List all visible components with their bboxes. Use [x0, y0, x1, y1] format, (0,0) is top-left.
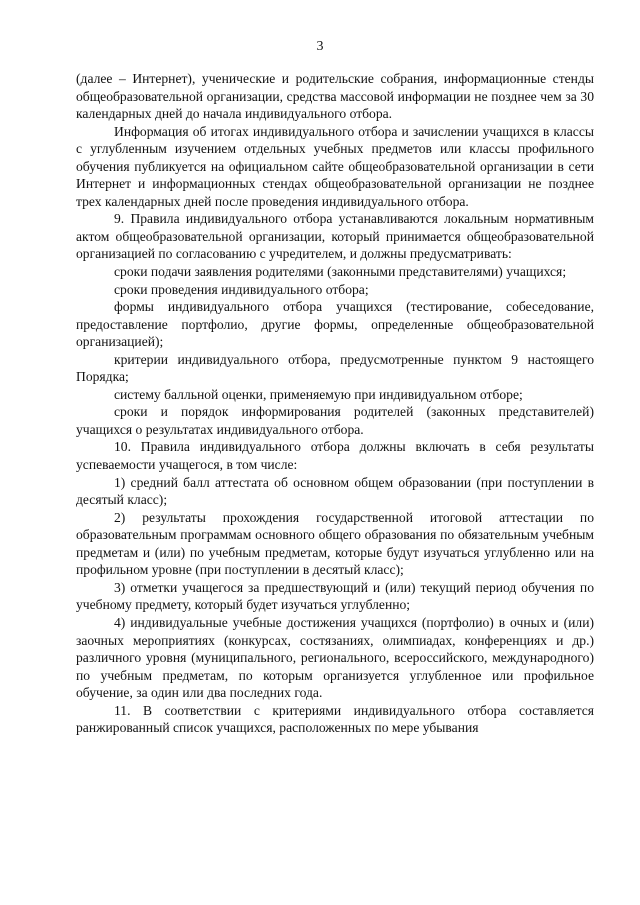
paragraph-item-10: 10. Правила индивидуального отбора должны включать в себя результаты успеваемости учащегося, в том числе: — [76, 439, 594, 473]
document-body — [76, 70, 594, 737]
page-number: 3 — [316, 39, 324, 54]
paragraph-item-9: 9. Правила индивидуального отбора устанавливаются локальным нормативным актом общеобразовательной организации, который принимается общеобразовательной организацией по согласованию с учредителем, и должны предусматривать: — [76, 211, 594, 262]
list-item-application-deadlines: сроки подачи заявления родителями (законными представителями) учащихся; — [114, 264, 567, 280]
list-item-scoring-system: систему балльной оценки, применяемую при индивидуальном отборе; — [114, 386, 523, 402]
paragraph-intro-continuation: (далее – Интернет), ученические и родительские собрания, информационные стенды общеобразовательной организации, средства массовой информации не позднее чем за 30 календарных дней до начала индивидуального отбора. — [76, 71, 594, 122]
list-item-selection-dates: сроки проведения индивидуального отбора; — [114, 281, 369, 297]
list-item-average-score: 1) средний балл аттестата об основном общем образовании (при поступлении в десятый класс); — [76, 474, 594, 508]
list-item-attestation-results: 2) результаты прохождения государственной итоговой аттестации по образовательным программам основного общего образования по обязательным учебным предметам и (или) по учебным предметам, которые будут изучаться углубленно или на профильном уровне (при поступлении в десятый класс); — [76, 509, 594, 578]
paragraph-results-publication: Информация об итогах индивидуального отбора и зачислении учащихся в классы с углубленным изучением отдельных учебных предметов или классы профильного обучения публикуется на официальном сайте общеобразовательной организации в сети Интернет и информационных стендах общеобразовательной организации не позднее трех календарных дней после проведения индивидуального отбора. — [76, 123, 594, 209]
list-item-notification-procedure: сроки и порядок информирования родителей (законных представителей) учащихся о результатах индивидуального отбора. — [76, 404, 594, 437]
list-item-selection-criteria: критерии индивидуального отбора, предусмотренные пунктом 9 настоящего Порядка; — [76, 351, 594, 385]
list-item-selection-forms: формы индивидуального отбора учащихся (тестирование, собеседование, предоставление портфолио, другие формы, определенные общеобразовательной организацией); — [76, 299, 594, 350]
list-item-subject-marks: 3) отметки учащегося за предшествующий и (или) текущий период обучения по учебному предмету, который будет изучаться углубленно; — [76, 579, 594, 613]
paragraph-item-11: 11. В соответствии с критериями индивидуального отбора составляется ранжированный список учащихся, расположенных по мере убывания — [76, 702, 594, 736]
list-item-portfolio: 4) индивидуальные учебные достижения учащихся (портфолио) в очных и (или) заочных мероприятиях (конкурсах, состязаниях, олимпиадах, конференциях и др.) различного уровня (муниципального, регионального, всероссийского, международного) по учебным предметам, по которым организуется углубленное или профильное обучение, за один или два последних года. — [76, 614, 594, 701]
